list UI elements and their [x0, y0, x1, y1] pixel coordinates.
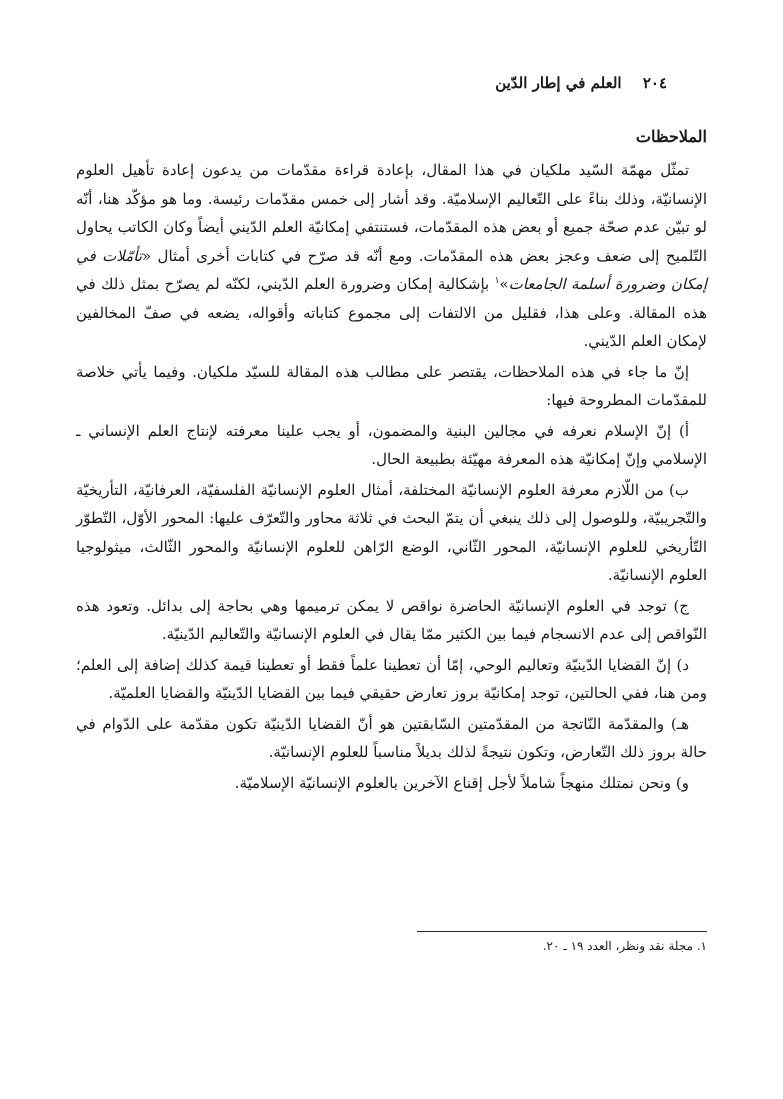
footnote-divider — [417, 931, 707, 932]
running-title: العلم في إطار الدّين — [495, 74, 622, 92]
paragraph-intro — [76, 156, 707, 356]
list-item-alif: أ) إنّ الإسلام نعرفه في مجالين البنية والمضمون، أو يجب علينا معرفته لإنتاج العلم الإنساني ـ الإسلامي وإنّ إمكانيّة هذه المعرفة مهيّئة بطبيعة الحال. — [76, 421, 707, 468]
cited-title-quote-close: » — [499, 275, 509, 293]
list-item-ha: هـ) والمقدّمة النّاتجة من المقدّمتين السّابقتين هو أنّ القضايا الدّينيّة تكون مقدّمة على الدّوام في حالة بروز ذلك التّعارض، وتكون نتيجةً لذلك بديلاً مناسباً للعلوم الإنسانيّة. — [76, 714, 707, 761]
section-title: الملاحظات — [635, 127, 707, 146]
page-number: ٢٠٤ — [642, 74, 667, 92]
cited-title: تأمّلات في إمكان وضرورة أسلمة الجامعات — [76, 246, 707, 293]
list-item-jim: ج) توجد في العلوم الإنسانيّة الحاضرة نواقص لا يمكن ترميمها وهي بحاجة إلى بدائل. وتعود هذه النّواقص إلى عدم الانسجام فيما بين الكثير ممّا يقال في العلوم الإنسانيّة والتّعاليم الدّينيّة. — [76, 596, 707, 643]
paragraph-intro-text-after: بإشكالية إمكان وضرورة العلم الدّيني، لكنّه لم يصرّح بمثل ذلك في هذه المقالة. وعلى هذا، فقليل من الالتفات إلى مجموع كتاباته وأقواله، يضعه في صفّ المخالفين لإمكان العلم الدّيني. — [76, 275, 707, 350]
footnote-reference[interactable]: ١ — [494, 276, 500, 286]
list-item-dal: د) إنّ القضايا الدّينيّة وتعاليم الوحي، إمّا أن تعطينا علماً فقط أو تعطينا قيمة كذلك إضافة إلى العلم؛ ومن هنا، ففي الحالتين، توجد إمكانيّة بروز تعارض حقيقي فيما بين القضايا الدّينيّة والقضايا العلميّة. — [76, 655, 707, 702]
list-item-ba: ب) من اللّازم معرفة العلوم الإنسانيّة المختلفة، أمثال العلوم الإنسانيّة الفلسفيّة، العرفانيّة، التأريخيّة والتّجريبيّة، وللوصول إلى ذلك ينبغي أن يتمّ البحث في ثلاثة محاور والتّعرّف عليها: المحور الأوّل، التّطوّر التّأريخي للعلوم الإنسانيّة، المحور الثّاني، الوضع الرّاهن للعلوم الإنسانيّة والمحور الثّالث، ميثولوجيا العلوم الإنسانيّة. — [76, 480, 707, 584]
list-item-waw: و) ونحن نمتلك منهجاً شاملاً لأجل إقناع الآخرين بالعلوم الإنسانيّة الإسلاميّة. — [234, 773, 689, 792]
footnote: ١. مجلة نقد ونظر، العدد ١٩ ـ ٢٠. — [542, 939, 707, 953]
paragraph-intro-text-before: تمثّل مهمّة السّيد ملكيان في هذا المقال، بإعادة قراءة مقدّمات من يدعون إعادة تأهيل العلوم الإنسانيّة، وذلك بناءً على التّعاليم الإسلاميّة. وقد أشار إلى خمس مقدّمات رئيسة. وما هو مؤكّد هنا، أنّه لو تبيّن عدم صحّة جميع أو بعض هذه المقدّمات، فستنتفي إمكانيّة العلم الدّيني أيضاً وكان الكاتب يحاول التّلميح إلى ضعف وعجز بعض هذه المقدّمات. ومع أنّه قد صرّح في كتابات أخرى أمثال « — [76, 161, 707, 265]
running-header — [76, 70, 667, 96]
paragraph-summary-lead: إنّ ما جاء في هذه الملاحظات، يقتصر على مطالب هذه المقالة للسيّد ملكيان. وفيما يأتي خلاصة للمقدّمات المطروحة فيها: — [76, 362, 707, 409]
body-text — [76, 156, 707, 799]
